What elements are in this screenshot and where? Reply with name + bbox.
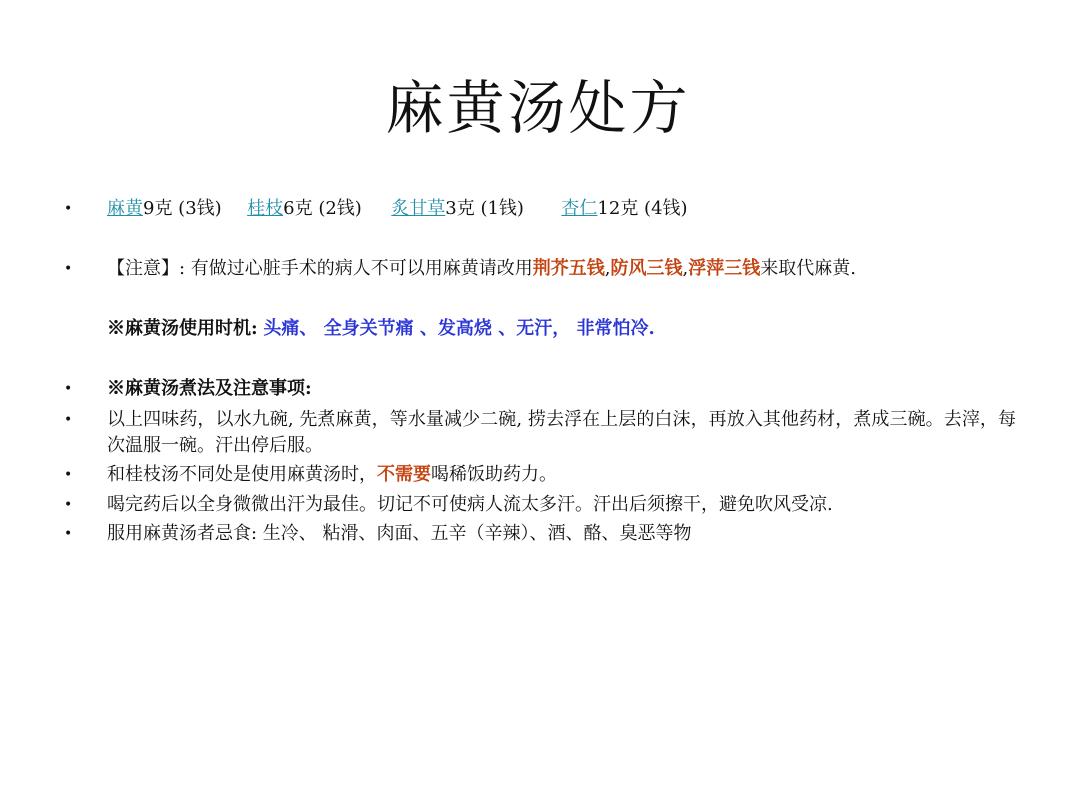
method-step-2-highlight: 不需要: [377, 464, 431, 485]
herb-dose: 6克 (2钱): [283, 198, 362, 219]
bullet-icon: •: [64, 261, 73, 277]
bullet-icon: •: [64, 201, 73, 217]
method-step-1: 以上四味药，以水九碗, 先煮麻黄，等水量减少二碗, 捞去浮在上层的白沫，再放入其他药材，煮成三碗。去滓，每次温服一碗。汗出停后服。: [107, 409, 1016, 456]
herb-link-mahuang[interactable]: 麻黄: [107, 198, 143, 219]
bullet-icon: •: [64, 467, 73, 483]
herb-link-xingren[interactable]: 杏仁: [561, 198, 598, 219]
note-separator: ,: [604, 258, 611, 279]
bullet-icon: •: [64, 381, 73, 397]
note-separator: ,: [682, 258, 689, 279]
note-text: [107, 256, 1016, 282]
timing-label: ※麻黄汤使用时机:: [107, 318, 258, 339]
substitute-herb: 浮萍三钱: [688, 258, 761, 279]
note-prefix: 【注意】: 有做过心脏手术的病人不可以用麻黄请改用: [107, 258, 533, 279]
bullet-icon: •: [64, 412, 73, 428]
method-step-2-after: 喝稀饭助药力。: [431, 464, 557, 485]
ingredients-list: [107, 196, 1016, 222]
method-step-3: 喝完药后以全身微微出汗为最佳。切记不可使病人流太多汗。汗出后须擦干，避免吹风受凉.: [107, 494, 833, 515]
timing-text: [107, 316, 1016, 342]
herb-link-guizhi[interactable]: 桂枝: [247, 198, 284, 219]
bullet-icon: •: [64, 526, 73, 542]
method-step-4: 服用麻黄汤者忌食: 生冷、 粘滑、肉面、五辛（辛辣）、酒、酪、臭恶等物: [107, 523, 692, 544]
method-heading: ※麻黄汤煮法及注意事项:: [107, 378, 312, 399]
timing-symptoms: 头痛、 全身关节痛 、发高烧 、无汗， 非常怕冷.: [263, 318, 655, 339]
method-step-2-before: 和桂枝汤不同处是使用麻黄汤时，: [107, 464, 377, 485]
note-suffix: 来取代麻黄.: [760, 258, 856, 279]
herb-dose: 3克 (1钱): [445, 198, 524, 219]
herb-dose: 9克 (3钱): [143, 198, 222, 219]
slide-title: 麻黄汤处方: [385, 74, 691, 142]
herb-dose: 12克 (4钱): [597, 198, 688, 219]
herb-link-zhigancao[interactable]: 炙甘草: [391, 198, 446, 219]
method-step-2: [107, 462, 1016, 488]
bullet-icon: •: [64, 497, 73, 513]
substitute-herb: 防风三钱: [610, 258, 683, 279]
substitute-herb: 荆芥五钱: [532, 258, 605, 279]
